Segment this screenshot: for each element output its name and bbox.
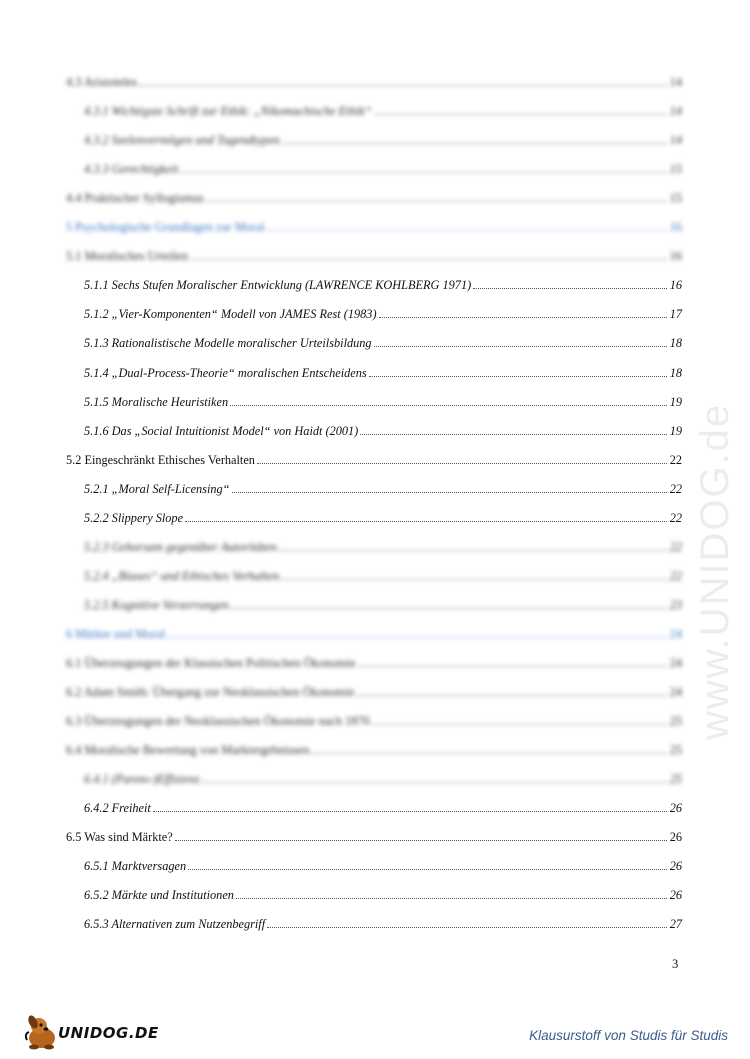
toc-dot-leader <box>360 433 666 435</box>
toc-entry[interactable] <box>84 302 682 322</box>
toc-entry-title: 6.5.1 Marktversagen <box>84 859 187 874</box>
toc-entry-title: 4.3.3 Gerechtigkeit <box>84 162 179 177</box>
footer-tagline: Klausurstoff von Studis für Studis <box>529 1028 728 1043</box>
toc-entry[interactable] <box>66 70 682 90</box>
toc-entry-page: 24 <box>669 685 682 700</box>
toc-dot-leader <box>185 520 667 522</box>
toc-entry-page: 26 <box>669 859 682 874</box>
toc-entry-title: 4.3 Aristoteles <box>66 75 138 89</box>
toc-entry-title: 6.4.2 Freiheit <box>84 801 151 816</box>
toc-entry-title: 6.5.3 Alternativen zum Nutzenbegriff <box>84 917 266 932</box>
toc-dot-leader <box>358 665 667 667</box>
toc-dot-leader <box>379 316 667 318</box>
toc-dot-leader <box>372 723 667 725</box>
toc-entry-title: 5.1.4 „Dual-Process-Theorie“ moralischen Entscheidens <box>84 365 367 380</box>
toc-entry[interactable] <box>84 390 682 410</box>
toc-entry[interactable] <box>66 622 682 642</box>
watermark <box>690 270 738 740</box>
toc-dot-leader <box>369 375 667 377</box>
toc-entry[interactable] <box>66 244 682 264</box>
toc-dot-leader <box>201 781 666 783</box>
toc-dot-leader <box>236 897 667 899</box>
toc-entry-page: 19 <box>669 394 682 409</box>
toc-dot-leader <box>374 345 667 347</box>
page-number: 3 <box>672 957 679 971</box>
toc-entry-page: 25 <box>669 772 682 787</box>
toc-entry[interactable] <box>66 215 682 235</box>
toc-entry-page: 26 <box>669 801 682 816</box>
toc-entry-page: 17 <box>669 307 682 322</box>
toc-entry-title: 6 Märkte und Moral <box>66 626 166 641</box>
toc-entry-page: 22 <box>669 568 682 583</box>
toc-dot-leader <box>267 926 667 928</box>
toc-entry-page: 16 <box>669 220 682 235</box>
toc-entry-title: 5.2.1 „Moral Self-Licensing“ <box>84 481 230 496</box>
toc-entry-title: 4.3.2 Seelenvermögen und Tugendtypen <box>84 133 280 148</box>
toc-entry[interactable] <box>66 448 682 468</box>
toc-entry[interactable] <box>84 767 682 787</box>
toc-entry-title: 5.1.3 Rationalistische Modelle moralischer Urteilsbildung <box>84 336 372 351</box>
toc-entry-title: 6.5 Was sind Märkte? <box>66 830 173 845</box>
toc-entry-page: 18 <box>669 336 682 351</box>
toc-entry-title: 6.2 Adam Smith: Übergang zur Neoklassischen Ökonomie <box>66 685 355 700</box>
toc-entry-title: 5.1.5 Moralische Heuristiken <box>84 394 229 409</box>
toc-entry-page: 22 <box>669 481 682 496</box>
toc-dot-leader <box>190 258 667 260</box>
toc-entry-page: 16 <box>669 249 682 264</box>
toc-entry-title: 6.5.2 Märkte und Institutionen <box>84 888 234 903</box>
toc-entry[interactable] <box>84 361 682 381</box>
toc-dot-leader <box>356 694 666 696</box>
dog-icon <box>26 1014 55 1050</box>
toc-entry-page: 24 <box>669 626 682 641</box>
toc-dot-leader <box>257 462 667 464</box>
toc-dot-leader <box>311 752 666 754</box>
toc-entry-page: 19 <box>669 423 682 438</box>
toc-entry[interactable] <box>84 477 682 497</box>
toc-dot-leader <box>231 607 667 609</box>
toc-entry-page: 22 <box>669 510 682 525</box>
toc-entry-title: 6.4.1 (Pareto-)Effizienz <box>84 772 200 787</box>
toc-entry[interactable] <box>66 186 682 206</box>
toc-dot-leader <box>279 549 667 551</box>
toc-entry-title: 5.1.1 Sechs Stufen Moralischer Entwicklung (LAWRENCE KOHLBERG 1971) <box>84 278 472 293</box>
toc-entry[interactable] <box>66 651 682 671</box>
toc-entry[interactable] <box>84 419 682 439</box>
toc-entry-title: 4.3.1 Wichtigste Schrift zur Ethik: „Nikomachische Ethik“ <box>84 104 372 119</box>
toc-entry[interactable] <box>84 854 682 874</box>
toc-entry-title: 5.2 Eingeschränkt Ethisches Verhalten <box>66 452 255 467</box>
toc-dot-leader <box>281 578 667 580</box>
toc-entry-title: 5.2.5 Kognitive Verzerrungen <box>84 597 229 612</box>
toc-entry-page: 23 <box>669 597 682 612</box>
toc-entry[interactable] <box>84 912 682 932</box>
toc-entry[interactable] <box>84 99 682 119</box>
toc-dot-leader <box>267 229 667 231</box>
toc-dot-leader <box>175 839 667 841</box>
toc-entry-page: 16 <box>669 278 682 293</box>
toc-dot-leader <box>232 491 667 493</box>
toc-entry-page: 24 <box>669 656 682 670</box>
toc-entry-page: 18 <box>669 365 682 380</box>
toc-dot-leader <box>374 113 667 115</box>
toc-dot-leader <box>180 171 667 173</box>
toc-entry-page: 14 <box>669 104 682 119</box>
logo-text: UNIDOG.DE <box>58 1024 159 1042</box>
toc-entry-page: 25 <box>669 714 682 729</box>
toc-dot-leader <box>139 84 667 86</box>
toc-entry-title: 6.3 Überzeugungen der Neoklassischen Ökonomie nach 1870 <box>66 714 370 729</box>
toc-entry[interactable] <box>84 506 682 526</box>
toc-entry[interactable] <box>84 157 682 177</box>
toc-entry-page: 27 <box>669 917 682 932</box>
toc-entry-title: 5.1.6 Das „Social Intuitionist Model“ von Haidt (2001) <box>84 423 359 438</box>
toc-entry[interactable] <box>84 564 682 584</box>
toc-dot-leader <box>188 868 667 870</box>
toc-entry-page: 14 <box>669 75 682 89</box>
toc-entry[interactable] <box>84 535 682 555</box>
toc-entry[interactable] <box>84 331 682 351</box>
toc-dot-leader <box>153 810 667 812</box>
toc-entry-title: 5.1 Moralisches Urteilen <box>66 249 188 264</box>
toc-dot-leader <box>206 200 667 202</box>
toc-entry-page: 26 <box>669 888 682 903</box>
toc-entry[interactable] <box>84 593 682 613</box>
watermark-text: www.UNIDOG.de <box>693 402 737 740</box>
toc-entry-title: 6.1 Überzeugungen der Klassischen Politischen Ökonomie <box>66 656 356 670</box>
toc-entry-title: 4.4 Praktischer Syllogismus <box>66 191 204 206</box>
toc-entry-title: 5.2.2 Slippery Slope <box>84 510 184 525</box>
toc-entry[interactable] <box>84 796 682 816</box>
toc-entry-page: 15 <box>669 162 682 177</box>
toc-entry[interactable] <box>66 709 682 729</box>
toc-dot-leader <box>473 287 667 289</box>
toc-entry[interactable] <box>84 273 682 293</box>
toc-entry-page: 22 <box>669 452 682 467</box>
toc-entry-page: 14 <box>669 133 682 148</box>
toc-entry-title: 5.2.3 Gehorsam gegenüber Autoritäten <box>84 539 277 554</box>
toc-entry-title: 5 Psychologische Grundlagen zur Moral <box>66 220 265 235</box>
toc-entry[interactable] <box>66 825 682 845</box>
toc-entry-title: 5.1.2 „Vier-Komponenten“ Modell von JAMES Rest (1983) <box>84 307 377 322</box>
toc-entry[interactable] <box>84 883 682 903</box>
toc-entry-title: 5.2.4 „Biases“ und Ethisches Verhalten <box>84 568 280 583</box>
toc-dot-leader <box>230 404 667 406</box>
toc-entry-page: 25 <box>669 743 682 758</box>
toc-entry[interactable] <box>84 128 682 148</box>
toc-entry-page: 22 <box>669 539 682 554</box>
toc-entry[interactable] <box>66 738 682 758</box>
toc-entry-page: 15 <box>669 191 682 206</box>
toc-entry-page: 26 <box>669 830 682 845</box>
toc-dot-leader <box>167 636 666 638</box>
toc-entry-title: 6.4 Moralische Bewertung von Marktergebnissen <box>66 743 310 758</box>
toc-entry[interactable] <box>66 680 682 700</box>
toc-dot-leader <box>282 142 667 144</box>
